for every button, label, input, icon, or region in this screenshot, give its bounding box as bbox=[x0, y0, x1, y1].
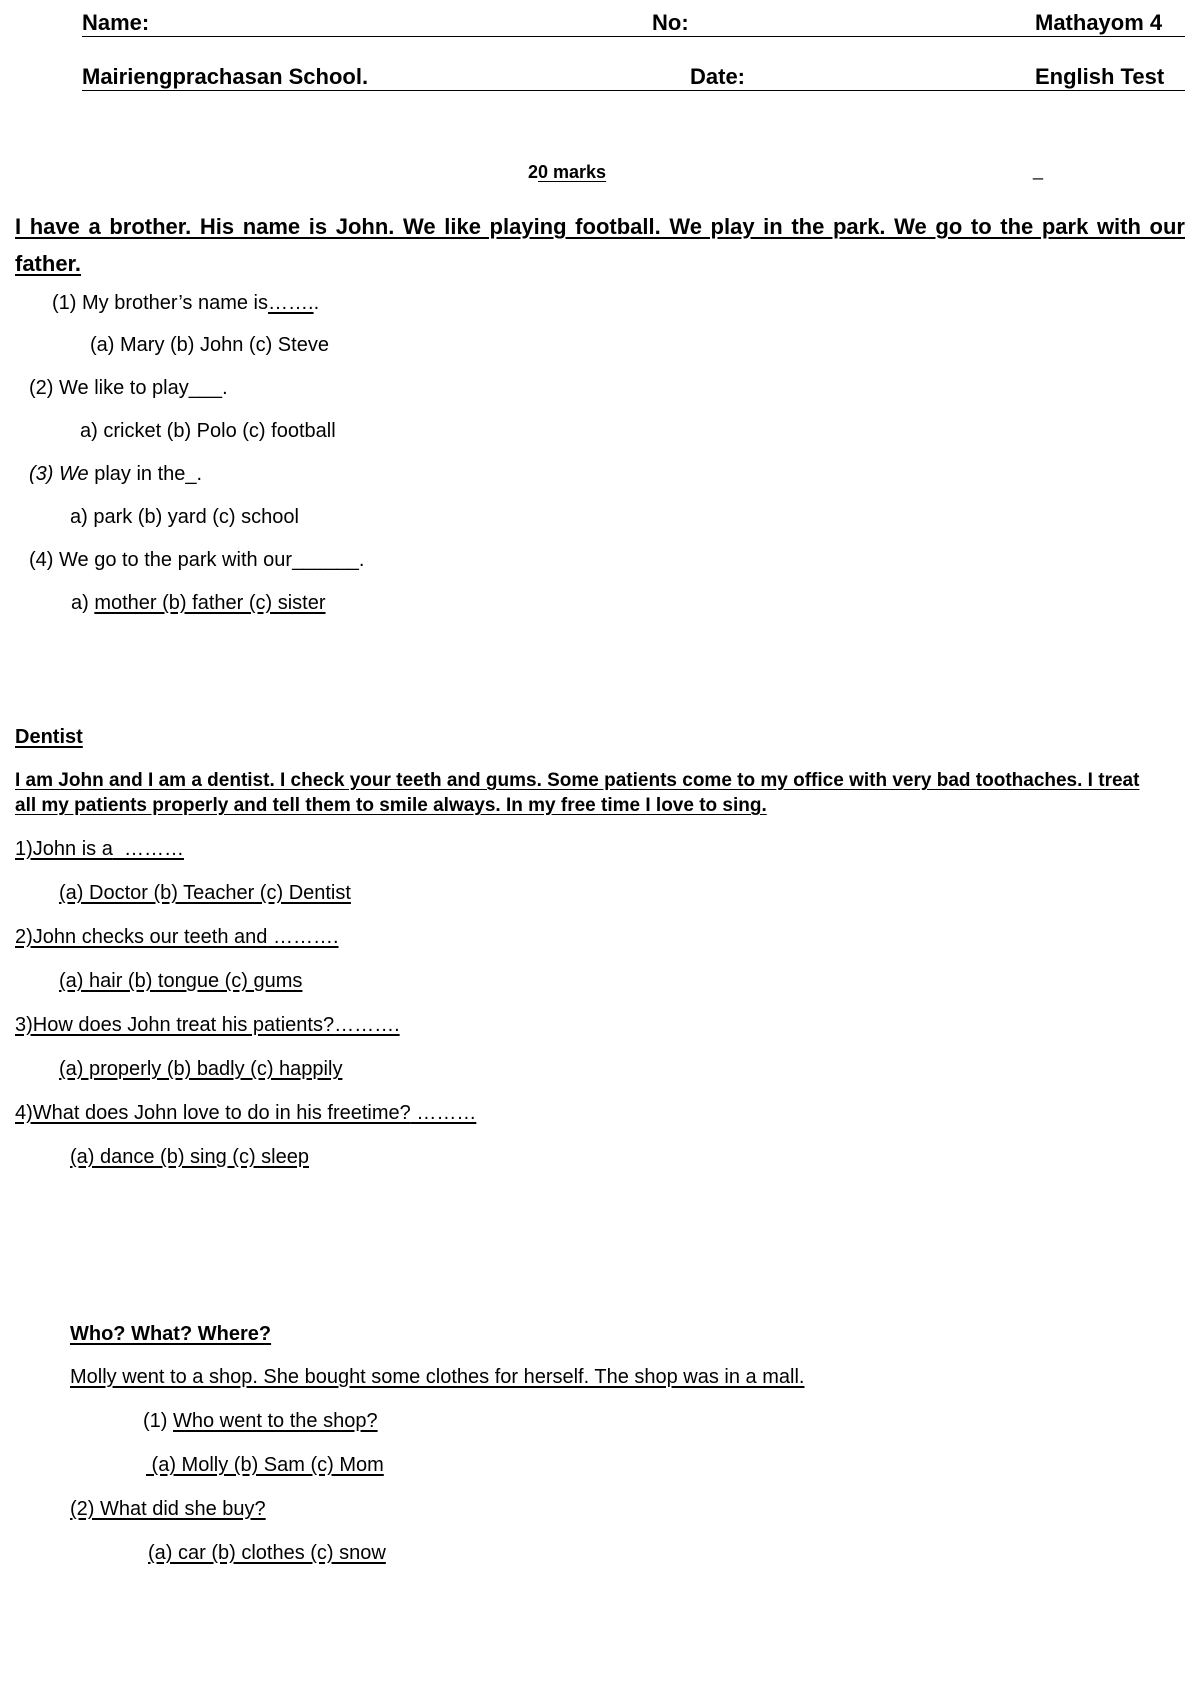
question-1-1 bbox=[52, 292, 319, 315]
options-prefix: a) bbox=[71, 592, 95, 614]
section-title-wh: Who? What? Where? bbox=[70, 1323, 272, 1345]
answer-blank[interactable]: ………. bbox=[267, 926, 339, 948]
answer-blank[interactable]: ……… bbox=[410, 1102, 477, 1124]
name-label: Name: bbox=[82, 10, 150, 35]
school-name: Mairiengprachasan School. bbox=[82, 64, 369, 89]
number-label: No: bbox=[652, 10, 689, 35]
question-number: (3) We bbox=[29, 463, 89, 485]
question-end: . bbox=[222, 377, 228, 399]
question-text: (2) We like to play bbox=[29, 377, 189, 399]
question-text: (4) We go to the park with our bbox=[29, 549, 293, 571]
answer-blank[interactable]: ……. bbox=[268, 292, 314, 314]
options-1-1: (a) Mary (b) John (c) Steve bbox=[90, 334, 329, 356]
question-2-2 bbox=[15, 926, 339, 949]
total-marks bbox=[528, 162, 606, 183]
options-2-1: (a) Doctor (b) Teacher (c) Dentist bbox=[59, 882, 351, 904]
passage-brother: I have a brother. His name is John. We like playing football. We play in the park. We go to the park with our father. bbox=[15, 214, 1185, 276]
question-text: 4)What does John love to do in his freetime? bbox=[15, 1102, 411, 1124]
options-2-3: (a) properly (b) badly (c) happily bbox=[59, 1058, 343, 1080]
question-1-4 bbox=[29, 549, 364, 572]
question-3-1 bbox=[143, 1410, 378, 1433]
question-number: (1) bbox=[143, 1410, 173, 1432]
answer-blank[interactable]: ______ bbox=[292, 549, 359, 571]
question-text: 2)John checks our teeth and bbox=[15, 926, 268, 948]
options-3-1: (a) Molly (b) Sam (c) Mom bbox=[146, 1454, 384, 1476]
options-1-2: a) cricket (b) Polo (c) football bbox=[80, 420, 336, 442]
passage-molly: Molly went to a shop. She bought some clothes for herself. The shop was in a mall. bbox=[70, 1366, 805, 1388]
marks-text: 0 marks bbox=[538, 162, 607, 182]
answer-blank[interactable]: _ bbox=[185, 463, 197, 485]
header-line-2 bbox=[82, 90, 1185, 91]
options-text: mother (b) father (c) sister bbox=[94, 592, 326, 614]
question-end: . bbox=[196, 463, 203, 485]
options-1-3: a) park (b) yard (c) school bbox=[70, 506, 299, 528]
test-name: English Test bbox=[1035, 64, 1165, 89]
marks-dash: _ bbox=[1033, 160, 1044, 180]
section-title-dentist: Dentist bbox=[15, 726, 83, 748]
question-2-3 bbox=[15, 1014, 400, 1037]
question-2-4 bbox=[15, 1102, 476, 1125]
options-3-2: (a) car (b) clothes (c) snow bbox=[148, 1542, 386, 1564]
question-2-1 bbox=[15, 838, 184, 861]
passage-dentist: I am John and I am a dentist. I check your teeth and gums. Some patients come to my office with very bad toothaches. I treat all my patients properly and tell them to smile always. In my free time I love to sing. bbox=[15, 770, 1140, 816]
options-1-4 bbox=[71, 592, 326, 615]
answer-blank[interactable]: ………. bbox=[334, 1014, 400, 1036]
question-text: 3)How does John treat his patients? bbox=[15, 1014, 335, 1036]
options-2-4: (a) dance (b) sing (c) sleep bbox=[70, 1146, 309, 1168]
marks-prefix: 2 bbox=[528, 162, 539, 182]
question-text: play in the bbox=[88, 463, 186, 485]
header-line-1 bbox=[82, 36, 1185, 37]
answer-blank[interactable]: ……… bbox=[112, 838, 184, 860]
answer-blank[interactable]: ___ bbox=[188, 377, 223, 399]
question-end: . bbox=[313, 292, 320, 314]
question-1-2 bbox=[29, 377, 228, 400]
question-3-2: (2) What did she buy? bbox=[70, 1498, 266, 1520]
question-text: Who went to the shop? bbox=[173, 1410, 378, 1432]
grade-label: Mathayom 4 bbox=[1035, 10, 1163, 35]
question-1-3 bbox=[29, 463, 202, 486]
question-end: . bbox=[358, 549, 365, 571]
question-text: (1) My brother’s name is bbox=[52, 292, 268, 314]
date-label: Date: bbox=[690, 64, 746, 89]
options-2-2: (a) hair (b) tongue (c) gums bbox=[59, 970, 303, 992]
question-text: 1)John is a bbox=[15, 838, 113, 860]
